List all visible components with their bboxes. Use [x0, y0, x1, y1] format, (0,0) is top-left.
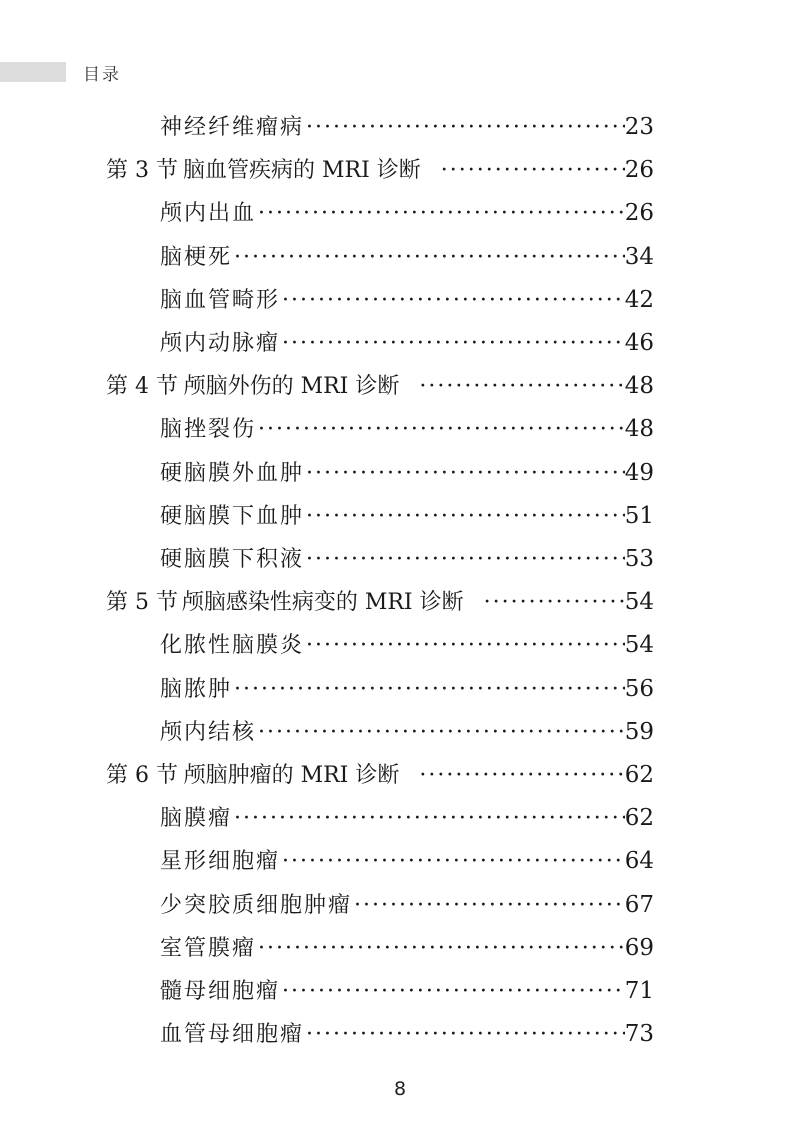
- toc-page-number: 54: [624, 589, 654, 616]
- toc-entry-title: 颅内结核: [160, 719, 257, 745]
- toc-section-number: 第 4 节: [106, 374, 178, 400]
- toc-entry-title: 少突胶质细胞肿瘤: [160, 892, 353, 918]
- toc-page-number: 34: [624, 243, 654, 270]
- toc-dot-leader: [484, 581, 625, 624]
- toc-dot-leader: [234, 797, 625, 840]
- toc-entry-row: [160, 236, 654, 279]
- toc-page-number: 56: [624, 675, 654, 702]
- toc-dot-leader: [282, 279, 625, 322]
- toc-entry-row: [160, 192, 654, 235]
- toc-entry-title: 星形细胞瘤: [160, 849, 281, 875]
- toc-page-number: 42: [624, 286, 654, 313]
- toc-entry-title: 颅内动脉瘤: [160, 331, 281, 356]
- toc-entry-row: [160, 495, 654, 538]
- toc-entry-row: [160, 668, 654, 711]
- toc-page-number: 53: [624, 546, 654, 572]
- toc-section-number: 第 5 节: [106, 590, 178, 616]
- toc-entry-title: 化脓性脑膜炎: [160, 633, 305, 659]
- toc-section-row: [106, 149, 654, 192]
- running-header-title: 目录: [83, 65, 121, 85]
- toc-entry-row: [160, 970, 654, 1013]
- toc-entry-title: 血管母细胞瘤: [160, 1022, 305, 1048]
- toc-entry-row: [160, 1013, 654, 1056]
- toc-page-number: 48: [624, 373, 654, 400]
- toc-dot-leader: [306, 452, 625, 495]
- toc-dot-leader: [306, 538, 625, 581]
- toc-entry-title: 脑膜瘤: [160, 806, 233, 832]
- toc-entry-title: 硬脑膜下血肿: [160, 503, 305, 529]
- toc-page-number: 62: [624, 762, 654, 788]
- toc-dot-leader: [282, 322, 625, 365]
- toc-page-number: 62: [624, 805, 654, 832]
- toc-entry-title: 髓母细胞瘤: [160, 979, 281, 1004]
- toc-entry-row: [160, 322, 654, 365]
- toc-entry-title: 脑梗死: [160, 244, 233, 270]
- toc-entry-row: [160, 884, 654, 927]
- toc-dot-leader: [306, 1013, 625, 1056]
- toc-entry-title: 脑脓肿: [160, 676, 233, 702]
- toc-entry-title: 硬脑膜外血肿: [160, 460, 305, 486]
- toc-section-number: 第 6 节: [106, 763, 178, 788]
- toc-entry-row: [160, 840, 654, 883]
- toc-page-number: 49: [624, 459, 654, 486]
- toc-page-number: 46: [624, 330, 654, 356]
- toc-section-row: [106, 581, 654, 624]
- toc-dot-leader: [258, 711, 625, 754]
- toc-page-number: 67: [624, 891, 654, 918]
- toc-dot-leader: [282, 970, 625, 1013]
- toc-page-number: 59: [624, 718, 654, 745]
- toc-page-number: 73: [624, 1021, 654, 1048]
- toc-section-title: 颅脑肿瘤的 MRI 诊断: [183, 763, 400, 788]
- page-number: 8: [393, 1078, 407, 1100]
- toc-dot-leader: [258, 927, 625, 970]
- toc-dot-leader: [419, 754, 624, 797]
- toc-dot-leader: [306, 106, 625, 149]
- toc-page-number: 26: [624, 200, 654, 227]
- toc-dot-leader: [419, 365, 624, 408]
- toc-section-row: [106, 365, 654, 408]
- toc-entry-row: [160, 279, 654, 322]
- toc-dot-leader: [258, 408, 625, 451]
- toc-entry-title: 颅内出血: [160, 201, 257, 227]
- toc-entry-row: [160, 408, 654, 451]
- toc-entry-row: [160, 927, 654, 970]
- toc-page-number: 71: [624, 978, 654, 1004]
- toc-dot-leader: [282, 840, 625, 883]
- toc-dot-leader: [234, 236, 625, 279]
- toc-entry-row: [160, 624, 654, 667]
- header-bar: [0, 62, 66, 82]
- toc-page-number: 69: [624, 934, 654, 961]
- toc-entry-row: [160, 106, 654, 149]
- toc-page-number: 54: [624, 632, 654, 659]
- toc-entry-title: 室管膜瘤: [160, 935, 257, 961]
- toc-section-title: 颅脑外伤的 MRI 诊断: [183, 374, 400, 400]
- toc-dot-leader: [354, 884, 625, 927]
- toc-page-number: 48: [624, 416, 654, 443]
- toc-section-title: 脑血管疾病的 MRI 诊断: [183, 158, 421, 184]
- toc-entry-row: [160, 452, 654, 495]
- toc-section-number: 第 3 节: [106, 158, 178, 184]
- toc-dot-leader: [306, 495, 625, 538]
- toc-entry-title: 脑血管畸形: [160, 287, 281, 313]
- toc-entry-row: [160, 538, 654, 581]
- toc-dot-leader: [234, 668, 625, 711]
- toc-entry-title: 硬脑膜下积液: [160, 547, 305, 572]
- toc-entry-title: 神经纤维瘤病: [160, 115, 305, 140]
- toc-dot-leader: [441, 149, 625, 192]
- toc-section-row: [106, 754, 654, 797]
- toc-dot-leader: [258, 192, 625, 235]
- toc-page-number: 64: [624, 848, 654, 875]
- toc-entry-row: [160, 797, 654, 840]
- toc-page-number: 51: [624, 502, 654, 529]
- toc-entry-row: [160, 711, 654, 754]
- toc-dot-leader: [306, 624, 625, 667]
- toc-entry-title: 脑挫裂伤: [160, 417, 257, 443]
- toc-section-title: 颅脑感染性病变的 MRI 诊断: [181, 590, 464, 616]
- toc-page-number: 23: [624, 114, 654, 140]
- toc-page-number: 26: [624, 157, 654, 184]
